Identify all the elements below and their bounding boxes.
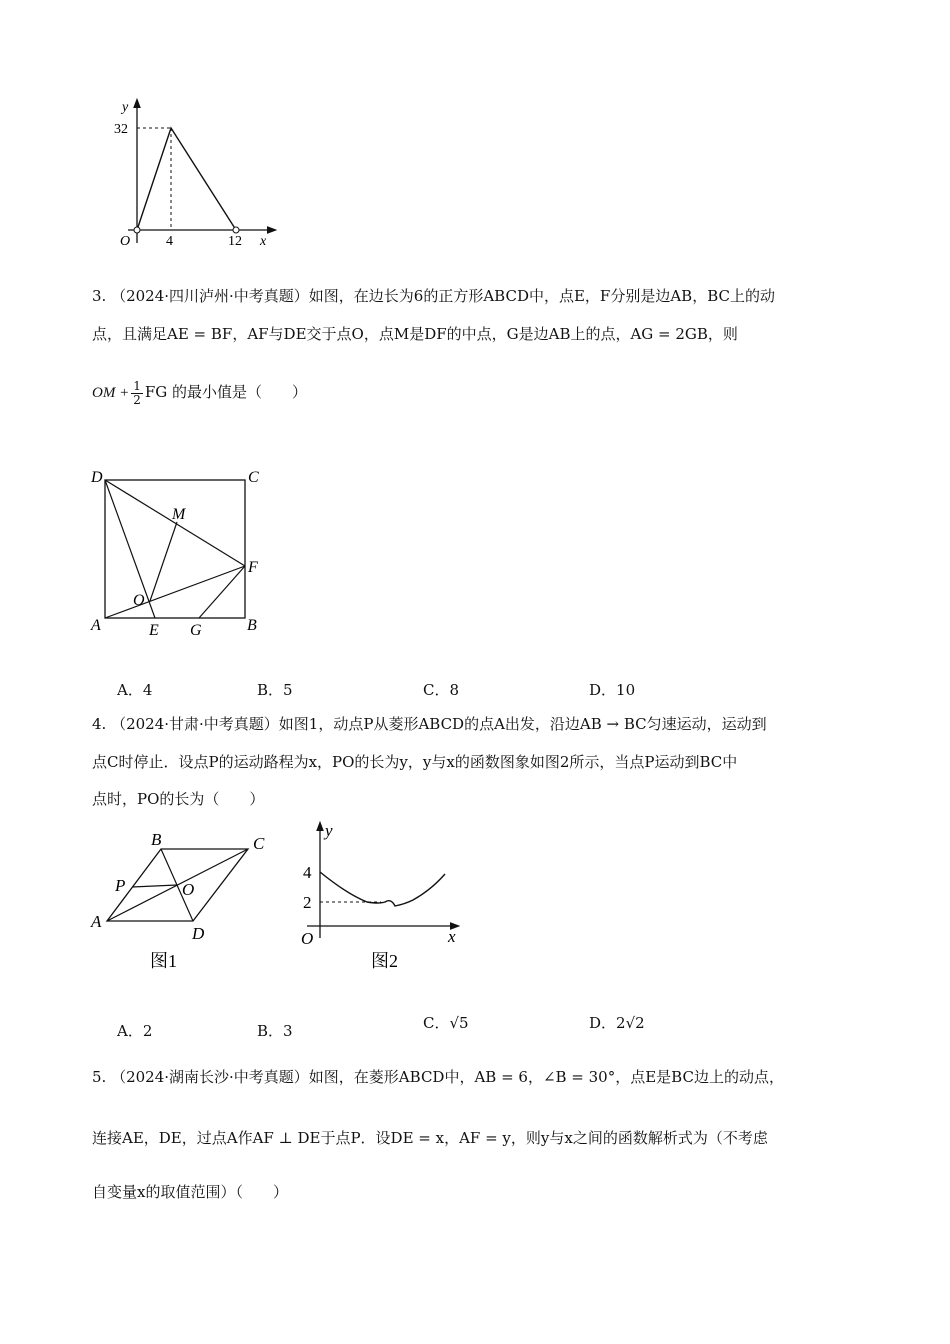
fig1-label-d: D [192,924,205,943]
q4-option-c[interactable]: C．√5 [423,1014,469,1032]
q3-line2: 点，且满足AE = BF，AF与DE交于点O，点M是DF的中点，G是边AB上的点，AG = 2GB，则 [92,325,738,343]
q4-text-1: （2024·甘肃·中考真题）如图1，动点P从菱形ABCD的点A出发，沿边AB → BC匀速运动，运动到 [111,715,767,733]
label-g: G [190,622,202,639]
top-function-graph [110,95,290,255]
q3-om: OM + [92,385,130,401]
square-abcd [105,480,245,618]
segment-fg [199,566,245,618]
label-b: B [247,617,257,634]
q4-line2: 点C时停止．设点P的运动路程为x，PO的长为y，y与x的函数图象如图2所示，当点P运动到BC中 [92,753,738,771]
segment-om [150,522,177,601]
label-o: O [133,592,145,609]
q3-frac-den: 2 [133,392,141,407]
end-dot [233,227,239,233]
fig1-label-o: O [182,880,195,899]
q4-figure-1-rhombus [85,825,280,975]
q3-text-3: FG 的最小值是（ ） [144,383,308,401]
q3-line1 [92,286,775,306]
label-f: F [248,559,258,576]
q3-line3 [92,377,307,408]
label-m: M [172,506,186,523]
segment-po [132,885,177,887]
fig1-label-p: P [115,876,126,895]
label-d: D [91,469,103,486]
fig1-label-c: C [253,834,265,853]
fig1-label-a: A [91,912,102,931]
q4-line1 [92,714,767,734]
y-tick-32: 32 [114,122,128,137]
q3-frac-num: 1 [133,378,141,393]
origin-dot [134,227,140,233]
fig2-curve [320,872,445,906]
x-label: x [260,234,267,249]
q5-number: 5. [92,1068,107,1086]
y-label: y [122,100,129,115]
q4-option-a[interactable]: A．2 [117,1022,153,1040]
q3-square-figure [85,460,270,640]
fig2-label-x: x [448,927,456,946]
q4-figure-2-graph [295,820,470,980]
q4-number: 4. [92,715,107,733]
segment-af [105,566,245,618]
x-tick-12: 12 [228,234,242,249]
fig2-label-o: O [301,929,314,948]
q3-number: 3. [92,287,107,305]
q3-fraction [131,380,143,407]
label-e: E [149,622,159,639]
q3-option-c[interactable]: C．8 [423,681,460,699]
q3-option-b[interactable]: B．5 [257,681,293,699]
fig1-label-b: B [151,830,162,849]
segment-df [105,480,245,566]
fig2-tick-2: 2 [303,893,312,912]
fig1-caption: 图1 [150,951,177,971]
x-tick-4: 4 [166,234,173,249]
fig2-caption: 图2 [371,951,398,971]
fig2-tick-4: 4 [303,863,312,882]
q5-line1 [92,1067,784,1087]
graph-line [137,128,236,230]
q5-line2: 连接AE，DE，过点A作AF ⊥ DE于点P．设DE = x，AF = y，则y与x之间的函数解析式为（不考虑 [92,1129,768,1147]
q4-option-d[interactable]: D．2√2 [589,1014,645,1032]
q5-text-1: （2024·湖南长沙·中考真题）如图，在菱形ABCD中，AB = 6，∠B = 30°，点E是BC边上的动点， [111,1068,784,1086]
q5-line3: 自变量x的取值范围）（ ） [92,1183,288,1201]
q3-option-a[interactable]: A．4 [117,681,153,699]
q3-text-1: （2024·四川泸州·中考真题）如图，在边长为6的正方形ABCD中，点E，F分别是边AB，BC上的动 [111,287,775,305]
q3-option-d[interactable]: D．10 [589,681,636,699]
label-a: A [91,617,101,634]
fig2-label-y: y [325,821,333,840]
label-c: C [248,469,259,486]
q4-option-b[interactable]: B．3 [257,1022,293,1040]
segment-de [105,480,155,618]
origin-label: O [120,234,131,249]
q4-line3: 点时，PO的长为（ ） [92,790,265,808]
